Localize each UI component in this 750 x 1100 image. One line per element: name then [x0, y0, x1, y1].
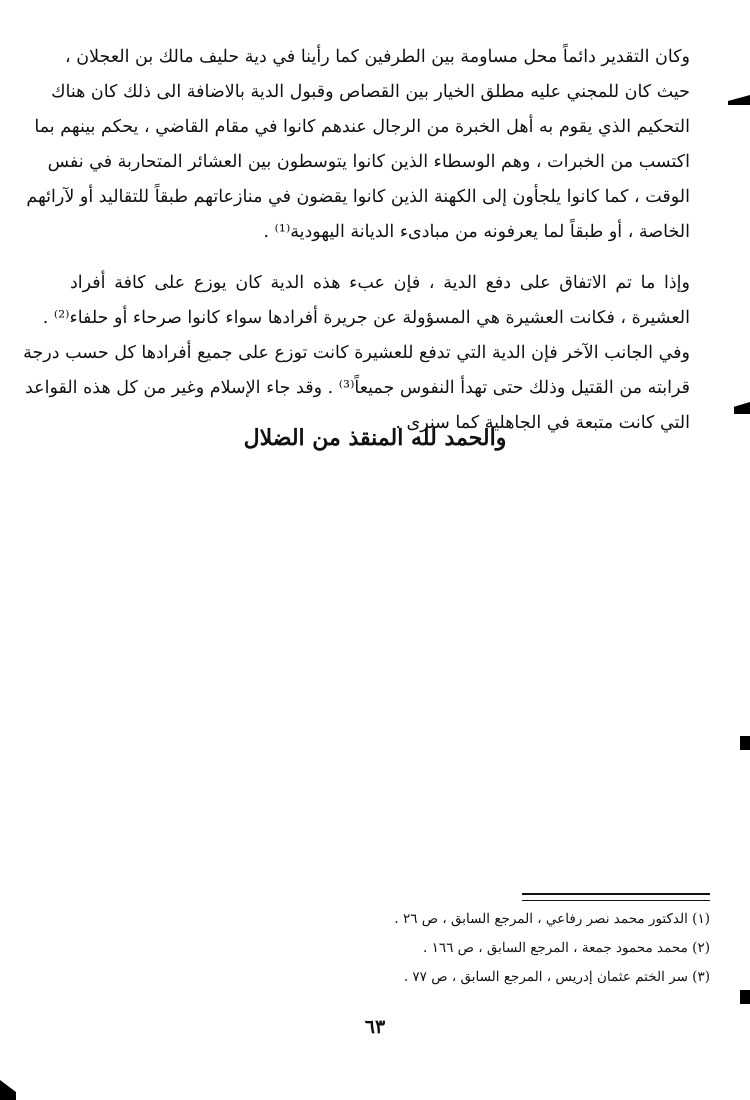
text-line: حيث كان للمجني عليه مطلق الخيار بين القصاص وقبول الدية بالاضافة الى ذلك كان هناك	[51, 82, 690, 102]
paragraph-blood-money-assessment	[26, 40, 690, 250]
footnotes	[290, 905, 710, 992]
scan-margin-mark	[740, 990, 750, 1004]
text-line: قرابته من القتيل وذلك حتى تهدأ النفوس جميعاً⁽³⁾ . وقد جاء الإسلام وغير من كل هذه القواعد	[24, 378, 690, 398]
footnote-item: (١) الدكتور محمد نصر رفاعي ، المرجع السابق ، ص ٢٦ .	[394, 911, 710, 927]
text-line: وفي الجانب الآخر فإن الدية التي تدفع للعشيرة كانت توزع على جميع أفرادها كل حسب درجة	[23, 343, 690, 363]
text-line: الخاصة ، أو طبقاً لما يعرفونه من مبادىء الديانة اليهودية⁽¹⁾ .	[263, 222, 690, 242]
text-line: الوقت ، كما كانوا يلجأون إلى الكهنة الذين كانوا يقضون في منازعاتهم طبقاً للتقاليد أو لآرائهم	[26, 187, 690, 207]
footnote-divider	[522, 893, 710, 901]
page-number: ٦٣	[364, 1016, 386, 1038]
text-line: وإذا ما تم الاتفاق على دفع الدية ، فإن عبء هذه الدية كان يوزع على كافة أفراد	[70, 273, 690, 293]
scan-margin-mark	[0, 1080, 16, 1100]
footnote-item: (٢) محمد محمود جمعة ، المرجع السابق ، ص ١٦٦ .	[423, 940, 710, 956]
footnote-item: (٣) سر الختم عثمان إدريس ، المرجع السابق ، ص ٧٧ .	[403, 969, 710, 985]
text-line: التحكيم الذي يقوم به أهل الخبرة من الرجال عندهم كانوا في مقام القاضي ، يحكم بينهم بما	[34, 117, 690, 137]
scan-margin-mark	[740, 736, 750, 750]
text-line: وكان التقدير دائماً محل مساومة بين الطرفين كما رأينا في دية حليف مالك بن العجلان ،	[65, 47, 690, 67]
closing-heading: والحمد لله المنقذ من الضلال	[243, 425, 507, 451]
text-line: التي كانت متبعة في الجاهلية كما سنرى .	[395, 413, 690, 433]
main-text	[23, 40, 690, 441]
scan-margin-mark	[728, 95, 750, 105]
text-line: اكتسب من الخبرات ، وهم الوسطاء الذين كانوا يتوسطون بين العشائر المتحاربة في نفس	[47, 152, 690, 172]
text-line: العشيرة ، فكانت العشيرة هي المسؤولة عن جريرة أفرادها سواء كانوا صرحاء أو حلفاء⁽²⁾ .	[42, 308, 690, 328]
paragraph-blood-money-distribution	[23, 266, 690, 441]
scan-margin-mark	[734, 402, 750, 414]
